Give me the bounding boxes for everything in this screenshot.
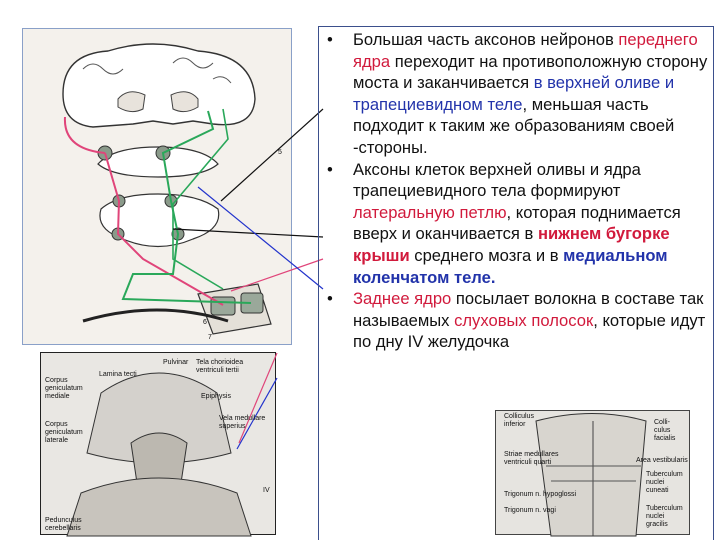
bullet-text-segment: Большая часть аксонов нейронов xyxy=(353,30,619,49)
label-striae-medullares: Striae medullares ventriculi quarti xyxy=(504,451,559,466)
bullet-text-segment: , которая поднимается вверх и оканчивается в xyxy=(353,202,681,244)
label-pulvinar: Pulvinar xyxy=(163,359,189,366)
bullet-text-segment: переднего ядра xyxy=(353,30,698,71)
bullet-item xyxy=(327,29,713,159)
bullet-item xyxy=(327,288,713,353)
label-corpus-geniculatum-mediale: Corpus geniculatum mediale xyxy=(45,377,83,400)
label-tela-chorioidea: Tela chorioidea ventriculi tertii xyxy=(196,359,244,374)
dorsal-brainstem-atlas-figure xyxy=(40,352,276,535)
bullet-item xyxy=(327,159,713,289)
label-number-6: 6 xyxy=(203,319,207,326)
cerebrum-outline xyxy=(63,44,255,127)
bullet-symbol: • xyxy=(327,30,333,49)
pathway-diagram-svg xyxy=(23,29,293,346)
bullet-text-segment: нижнем бугорке крыши xyxy=(353,224,670,265)
label-trigonum-hypoglossi: Trigonum n. hypoglossi xyxy=(504,491,577,498)
cerebellar-peduncles xyxy=(67,478,251,536)
bullet-text-segment: среднего мозга и в xyxy=(409,245,564,265)
label-iv: IV xyxy=(263,487,270,494)
label-colliculus-inferior: Colliculus inferior xyxy=(504,413,534,428)
label-number-7: 7 xyxy=(208,334,212,341)
bullet-text-segment: в верхней оливе и трапециевидном теле xyxy=(353,73,675,114)
brainstem-floor-figure xyxy=(495,410,690,535)
label-tuberculum-cuneati: Tuberculum nuclei cuneati xyxy=(646,471,683,494)
bullet-text-segment: медиальном коленчатом теле. xyxy=(353,245,668,287)
atlas-arrow-blue xyxy=(237,378,277,449)
auditory-pathway-diagram xyxy=(22,28,292,345)
bullet-text-segment: посылает волокна в составе так называемых xyxy=(353,289,704,330)
bullet-text-segment: , меньшая часть подходит к таким же образованиям своей -стороны. xyxy=(353,94,675,157)
label-pedunculus: Pedunculus cerebellaris xyxy=(45,517,82,532)
label-colliculus-facialis: Colli- culus facialis xyxy=(654,419,676,442)
label-number-5: 5 xyxy=(278,149,282,156)
label-vela-medullare: Vela medullare superius xyxy=(219,415,266,430)
label-tuberculum-gracilis: Tuberculum nuclei gracilis xyxy=(646,505,683,528)
bullet-text-segment: , которые идут по дну IV желудочка xyxy=(353,310,706,352)
bullet-text-segment: латеральную петлю xyxy=(353,202,507,222)
arrow-blue xyxy=(198,187,323,289)
label-epiphysis: Epiphysis xyxy=(201,393,231,400)
bullet-text-segment: слуховых полосок xyxy=(454,310,594,330)
label-trigonum-vagi: Trigonum n. vagi xyxy=(504,507,556,514)
fourth-ventricle-floor xyxy=(536,414,646,537)
ventricle-left xyxy=(118,92,145,112)
bullet-text-segment: Аксоны клеток верхней оливы и ядра трапециевидного тела формируют xyxy=(353,159,641,201)
bullet-symbol: • xyxy=(327,159,333,179)
label-lamina-tecti: Lamina tecti xyxy=(99,371,137,378)
bullet-text-segment: Заднее ядро xyxy=(353,289,452,309)
ventricle-right xyxy=(171,92,198,112)
arrow-pink xyxy=(231,259,323,291)
bullet-symbol: • xyxy=(327,289,333,309)
bullet-list xyxy=(327,29,713,353)
bullet-text-segment: переходит на противоположную сторону моста и заканчивается xyxy=(353,51,708,93)
label-area-vestibularis: Area vestibularis xyxy=(636,457,688,464)
label-corpus-geniculatum-laterale: Corpus geniculatum laterale xyxy=(45,421,83,444)
